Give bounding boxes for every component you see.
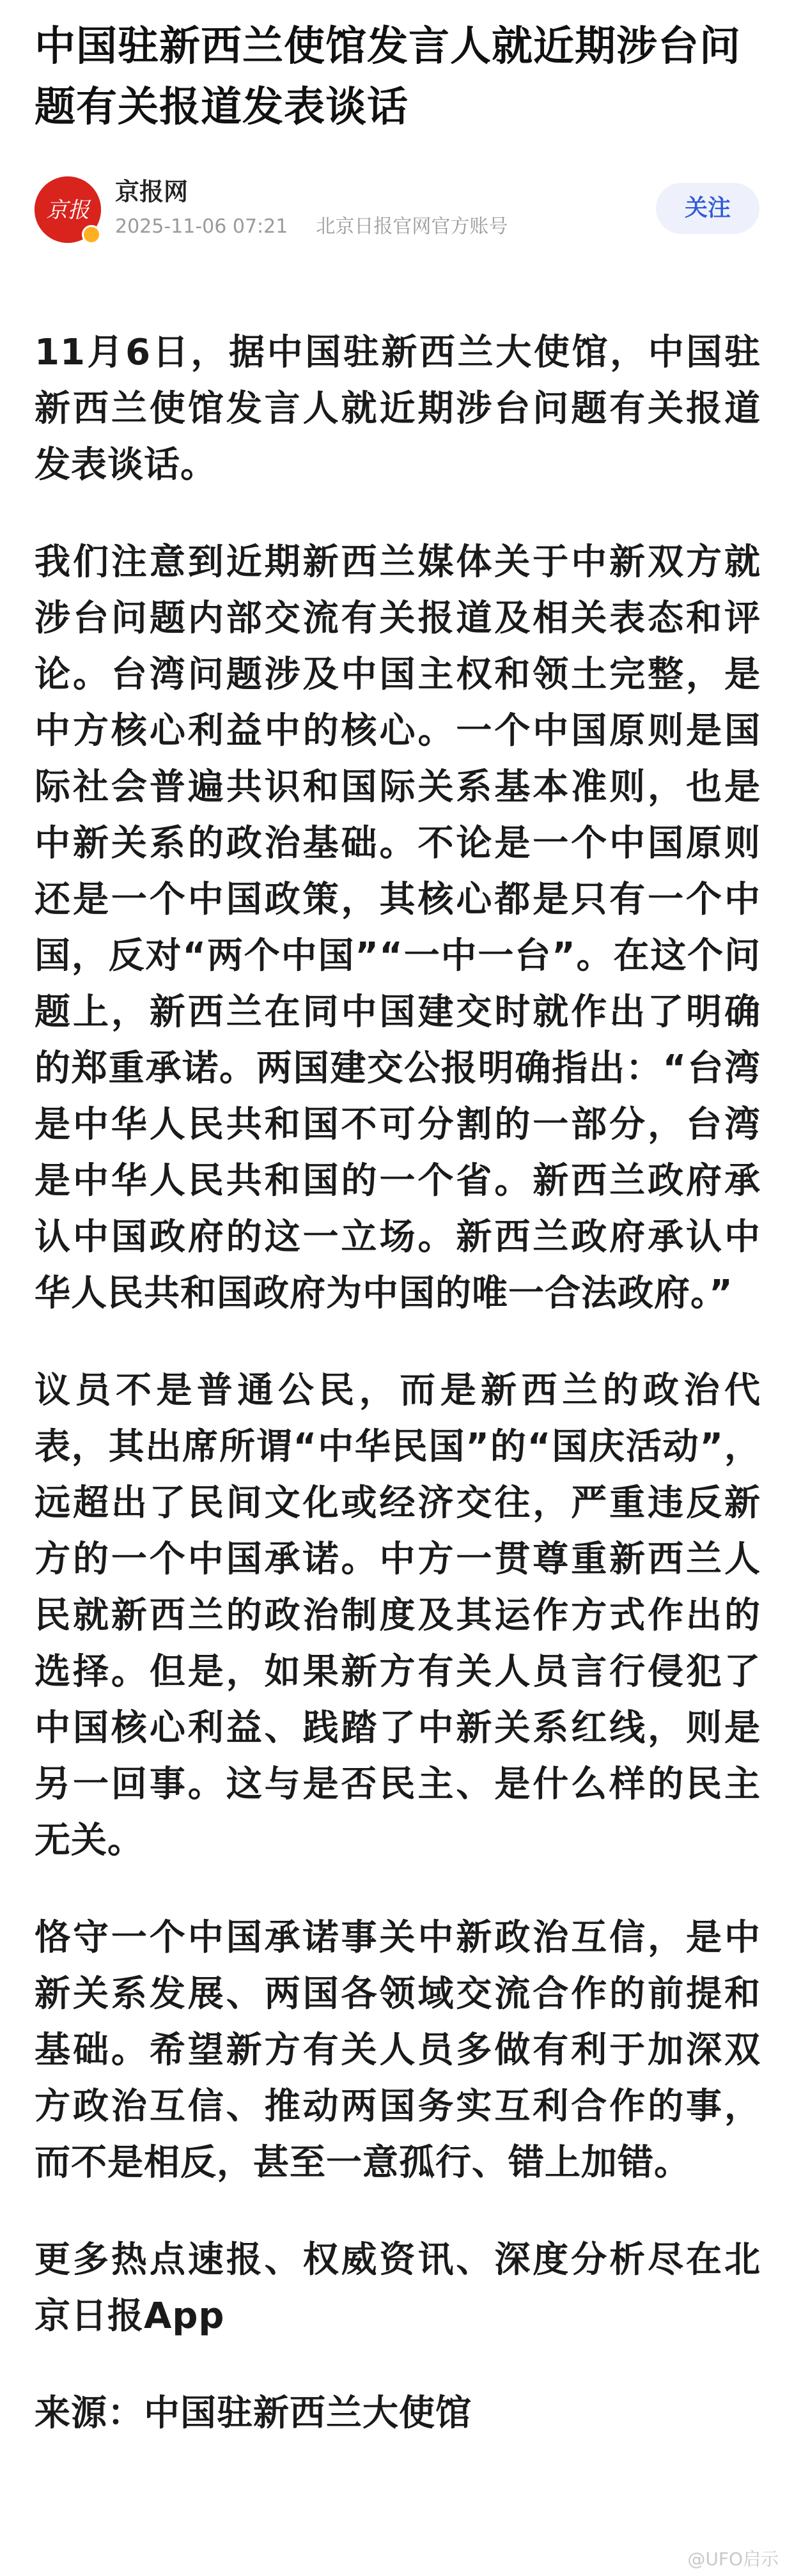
avatar-logo-text: 京报 bbox=[46, 198, 90, 223]
article-paragraph: 议员不是普通公民，而是新西兰的政治代表，其出席所谓“中华民国”的“国庆活动”，远超出了民间文化或经济交往，严重违反新方的一个中国承诺。中方一贯尊重新西兰人民就新西兰的政治制度及其运作方式作出的选择。但是，如果新方有关人员言行侵犯了中国核心利益、践踏了中新关系红线，则是另一回事。这与是否民主、是什么样的民主无关。 bbox=[35, 1370, 761, 1861]
article-paragraph: 我们注意到近期新西兰媒体关于中新双方就涉台问题内部交流有关报道及相关表态和评论。台湾问题涉及中国主权和领土完整，是中方核心利益中的核心。一个中国原则是国际社会普遍共识和国际关系基本准则，也是中新关系的政治基础。不论是一个中国原则还是一个中国政策，其核心都是只有一个中国，反对“两个中国”“一中一台”。在这个问题上，新西兰在同中国建交时就作出了明确的郑重承诺。两国建交公报明确指出：“台湾是中华人民共和国不可分割的一部分，台湾是中华人民共和国的一个省。新西兰政府承认中国政府的这一立场。新西兰政府承认中华人民共和国政府为中国的唯一合法政府。” bbox=[35, 541, 761, 1314]
post-meta bbox=[115, 213, 508, 240]
article-paragraph: 恪守一个中国承诺事关中新政治互信，是中新关系发展、两国各领域交流合作的前提和基础。希望新方有关人员多做有利于加深双方政治互信、推动两国务实互利合作的事，而不是相反，甚至一意孤行、错上加错。 bbox=[35, 1917, 761, 2184]
post-timestamp: 2025-11-06 07:21 bbox=[115, 215, 288, 238]
promo-text: 更多热点速报、权威资讯、深度分析尽在北京日报App bbox=[35, 2239, 761, 2337]
article-paragraph: 11月6日，据中国驻新西兰大使馆，中国驻新西兰使馆发言人就近期涉台问题有关报道发表谈话。 bbox=[35, 332, 761, 486]
watermark: @UFO启示 bbox=[687, 2549, 779, 2570]
author-row bbox=[35, 174, 759, 245]
verified-badge-icon bbox=[82, 225, 101, 244]
source-line: 来源：中国驻新西兰大使馆 bbox=[35, 2393, 472, 2434]
author-avatar[interactable] bbox=[35, 176, 101, 243]
follow-button[interactable]: 关注 bbox=[656, 183, 759, 234]
article-title: 中国驻新西兰使馆发言人就近期涉台问题有关报道发表谈话 bbox=[35, 23, 741, 131]
account-description: 北京日报官网官方账号 bbox=[316, 215, 508, 238]
article-body bbox=[35, 325, 761, 2483]
author-name[interactable]: 京报网 bbox=[115, 178, 189, 206]
